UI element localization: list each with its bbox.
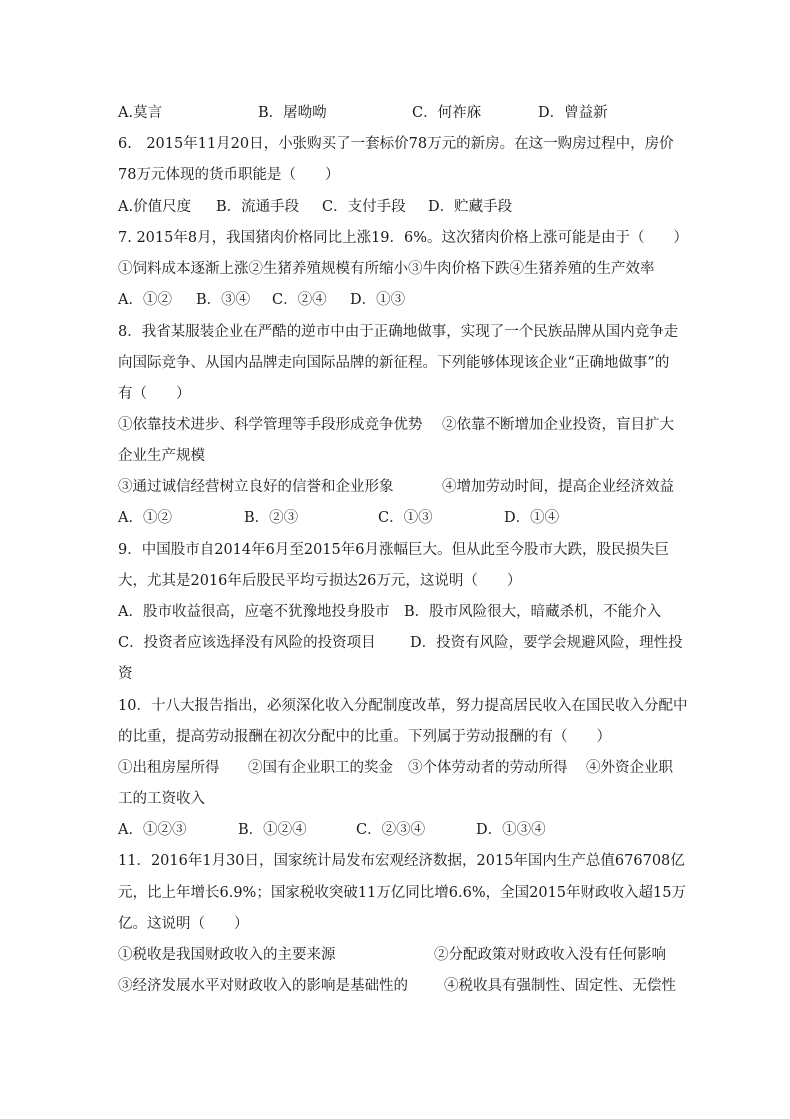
q9-option-b: B．股市风险很大，暗藏杀机，不能介入 [404, 604, 662, 620]
q11-stem-line2: 元，比上年增长6.9%；国家税收突破11万亿同比增6.6%，全国2015年财政收入超15万 [118, 885, 686, 901]
q8-stem-line1: 8．我省某服装企业在严酷的逆市中由于正确地做事，实现了一个民族品牌从国内竞争走 [118, 324, 679, 340]
q8-statement-1: ①依靠技术进步、科学管理等手段形成竞争优势 [118, 417, 423, 433]
q10-statement-2: ②国有企业职工的奖金 [248, 760, 393, 776]
q7-statements: ①饲料成本逐渐上涨②生猪养殖规模有所缩小③牛肉价格下跌④生猪养殖的生产效率 [118, 261, 655, 277]
q6-option-d: D．贮藏手段 [428, 199, 513, 215]
q8-option-b: B．②③ [244, 510, 299, 526]
q6-option-b: B．流通手段 [216, 199, 300, 215]
q6-option-a: A.价值尺度 [118, 199, 192, 215]
q7-option-b: B．③④ [196, 292, 251, 308]
q11-stem-line1: 11．2016年1月30日，国家统计局发布宏观经济数据，2015年国内生产总值676708亿 [118, 853, 685, 869]
q5-option-b: B．屠呦呦 [258, 105, 327, 121]
q9-stem-line1: 9．中国股市自2014年6月至2015年6月涨幅巨大。但从此至今股市大跌，股民损失巨 [118, 542, 669, 558]
q10-stem-line1: 10．十八大报告指出，必须深化收入分配制度改革，努力提高居民收入在国民收入分配中 [118, 698, 688, 714]
q10-statement-1: ①出租房屋所得 [118, 760, 220, 776]
q6-option-c: C．支付手段 [322, 199, 406, 215]
q11-statement-2: ②分配政策对财政收入没有任何影响 [434, 947, 666, 963]
q8-stem-line3: 有（ ） [118, 386, 191, 402]
q11-stem-line3: 亿。这说明（ ） [118, 916, 249, 932]
q8-statement-4: ④增加劳动时间，提高企业经济效益 [442, 479, 674, 495]
q10-statement-3: ③个体劳动者的劳动所得 [408, 760, 568, 776]
q11-statement-1: ①税收是我国财政收入的主要来源 [118, 947, 336, 963]
q9-option-d-cont: 资 [118, 666, 133, 682]
q7-option-c: C．②④ [272, 292, 327, 308]
q8-statement-2: ②依靠不断增加企业投资，盲目扩大 [442, 417, 674, 433]
q8-statement-3: ③通过诚信经营树立良好的信誉和企业形象 [118, 479, 394, 495]
q11-statement-4: ④税收具有强制性、固定性、无偿性 [444, 978, 676, 994]
q9-option-d: D．投资有风险，要学会规避风险，理性投 [410, 635, 683, 651]
q5-option-a: A.莫言 [118, 105, 163, 121]
q8-option-d: D．①④ [504, 510, 560, 526]
q7-option-a: A．①② [118, 292, 172, 308]
q8-statement-2-cont: 企业生产规模 [118, 448, 205, 464]
q7-stem: 7. 2015年8月，我国猪肉价格同比上涨19．6%。这次猪肉价格上涨可能是由于（ ） [118, 230, 689, 246]
q10-option-a: A．①②③ [118, 822, 187, 838]
q9-option-c: C．投资者应该选择没有风险的投资项目 [118, 635, 376, 651]
q10-option-c: C．②③④ [356, 822, 426, 838]
q10-statement-4-cont: 工的工资收入 [118, 791, 205, 807]
q9-option-a: A．股市收益很高，应毫不犹豫地投身股市 [118, 604, 390, 620]
q8-stem-line2: 向国际竞争、从国内品牌走向国际品牌的新征程。下列能够体现该企业“正确地做事”的 [118, 355, 670, 371]
q8-option-c: C．①③ [378, 510, 433, 526]
q11-statement-3: ③经济发展水平对财政收入的影响是基础性的 [118, 978, 408, 994]
q10-option-d: D．①③④ [476, 822, 546, 838]
q6-stem-line1: 6. 2015年11月20日，小张购买了一套标价78万元的新房。在这一购房过程中，房价 [118, 136, 674, 152]
q6-stem-line2: 78万元体现的货币职能是（ ） [118, 167, 340, 183]
q5-option-c: C．何祚庥 [412, 105, 482, 121]
q9-stem-line2: 大，尤其是2016年后股民平均亏损达26万元，这说明（ ） [118, 573, 522, 589]
q10-stem-line2: 的比重，提高劳动报酬在初次分配中的比重。下列属于劳动报酬的有（ ） [118, 729, 611, 745]
q8-option-a: A．①② [118, 510, 172, 526]
q10-option-b: B．①②④ [238, 822, 307, 838]
q7-option-d: D．①③ [350, 292, 406, 308]
q5-option-d: D．曾益新 [538, 105, 608, 121]
q10-statement-4: ④外资企业职 [586, 760, 673, 776]
